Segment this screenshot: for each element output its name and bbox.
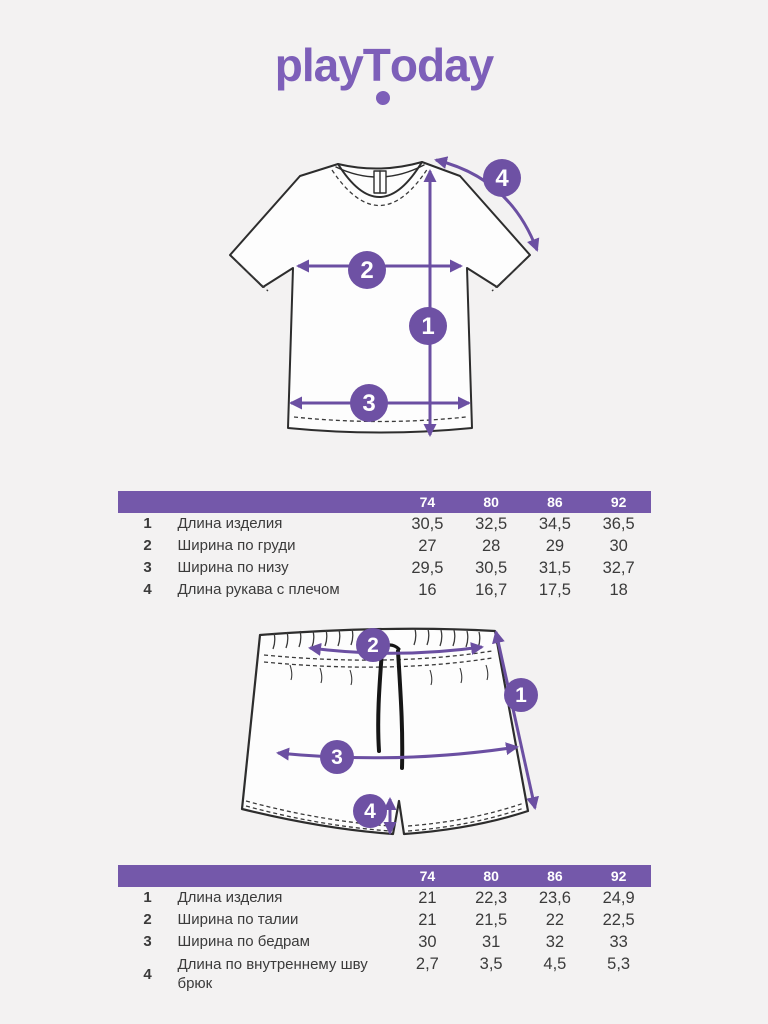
cell-value: 31 <box>481 932 501 951</box>
tshirt-table-header <box>118 491 651 513</box>
row-num: 1 <box>143 514 152 532</box>
cell-value: 30 <box>418 932 437 951</box>
cell-value: 36,5 <box>602 514 635 533</box>
cell-value: 33 <box>609 932 628 951</box>
cell-value: 18 <box>609 580 628 599</box>
table-row <box>118 887 651 909</box>
tshirt-diagram <box>180 140 580 470</box>
row-num: 2 <box>143 910 152 928</box>
size-col-86: 86 <box>547 868 563 884</box>
table-row <box>118 579 651 601</box>
row-label: Ширина по талии <box>177 910 299 928</box>
cell-value: 22,3 <box>475 888 508 907</box>
tshirt-marker-4-label: 4 <box>495 165 509 192</box>
cell-value: 32,7 <box>602 558 635 577</box>
cell-value: 21 <box>418 888 437 907</box>
cell-value: 30,5 <box>475 558 508 577</box>
cell-value: 21,5 <box>475 910 508 929</box>
table-row <box>118 909 651 931</box>
cell-value: 21 <box>418 910 437 929</box>
size-col-92: 92 <box>610 868 627 884</box>
row-num: 2 <box>143 536 152 554</box>
tshirt-marker-1-label: 1 <box>421 313 435 340</box>
cell-value: 29 <box>545 536 565 555</box>
shorts-diagram <box>230 615 560 850</box>
row-label: Ширина по бедрам <box>177 932 310 950</box>
cell-value: 24,9 <box>602 888 635 907</box>
cell-value: 28 <box>481 536 501 555</box>
tshirt-size-table <box>118 491 651 601</box>
row-num: 3 <box>143 558 152 576</box>
cell-value: 29,5 <box>411 558 444 577</box>
table-row <box>118 931 651 953</box>
cell-value: 22 <box>545 910 565 929</box>
shorts-marker-3-label: 3 <box>331 746 343 769</box>
cell-value: 32,5 <box>475 514 508 533</box>
shorts-diagram-wrap <box>230 615 560 855</box>
row-label: Длина рукава с плечом <box>177 580 340 598</box>
shorts-marker-2 <box>356 628 390 662</box>
cell-value: 5,3 <box>607 955 631 973</box>
logo-text-t: T <box>362 39 390 91</box>
logo-text-oday: oday <box>389 39 494 91</box>
tshirt-marker-2 <box>348 251 386 289</box>
shorts-marker-4-label: 4 <box>364 800 376 823</box>
row-label: Длина изделия <box>177 888 283 906</box>
shorts-marker-3 <box>320 740 354 774</box>
size-col-74: 74 <box>419 494 436 510</box>
tshirt-marker-3 <box>350 384 388 422</box>
shorts-marker-1 <box>504 678 538 712</box>
shorts-marker-1-label: 1 <box>515 684 527 707</box>
shorts-marker-4 <box>353 794 387 828</box>
table-row <box>118 535 651 557</box>
row-label: Длина по внутреннему шву брюк <box>177 956 368 992</box>
size-col-80: 80 <box>483 868 499 884</box>
brand-logo <box>274 39 494 91</box>
size-col-92: 92 <box>610 494 627 510</box>
row-num: 4 <box>143 580 152 598</box>
tshirt-marker-3-label: 3 <box>362 390 376 417</box>
row-num: 4 <box>143 965 152 983</box>
shorts-table-header <box>118 865 651 887</box>
tshirt-marker-1 <box>409 307 447 345</box>
cell-value: 34,5 <box>538 514 571 533</box>
row-num: 1 <box>143 888 152 906</box>
cell-value: 22,5 <box>602 910 635 929</box>
shorts-size-table <box>118 865 651 997</box>
shorts-marker-2-label: 2 <box>367 634 379 657</box>
row-label: Ширина по низу <box>177 558 289 576</box>
cell-value: 16,7 <box>475 580 508 599</box>
size-col-86: 86 <box>547 494 563 510</box>
cell-value: 23,6 <box>538 888 571 907</box>
logo-dot-icon <box>376 91 390 105</box>
cell-value: 30 <box>609 536 628 555</box>
size-col-80: 80 <box>483 494 499 510</box>
cell-value: 31,5 <box>538 558 571 577</box>
cell-value: 16 <box>418 580 437 599</box>
cell-value: 27 <box>418 536 437 555</box>
cell-value: 30,5 <box>411 514 444 533</box>
row-label: Длина изделия <box>177 514 283 532</box>
cell-value: 3,5 <box>479 955 503 973</box>
table-row <box>118 513 651 535</box>
row-num: 3 <box>143 932 152 950</box>
tshirt-marker-4 <box>483 159 521 197</box>
row-label: Ширина по груди <box>177 536 296 554</box>
table-row <box>118 557 651 579</box>
cell-value: 32 <box>545 932 565 951</box>
logo-text-play: play <box>274 39 363 91</box>
tshirt-diagram-wrap <box>180 140 580 475</box>
tshirt-marker-2-label: 2 <box>360 257 374 284</box>
table-row <box>118 953 651 997</box>
cell-value: 2,7 <box>415 955 439 973</box>
size-col-74: 74 <box>419 868 436 884</box>
cell-value: 17,5 <box>538 580 571 599</box>
cell-value: 4,5 <box>543 955 567 973</box>
